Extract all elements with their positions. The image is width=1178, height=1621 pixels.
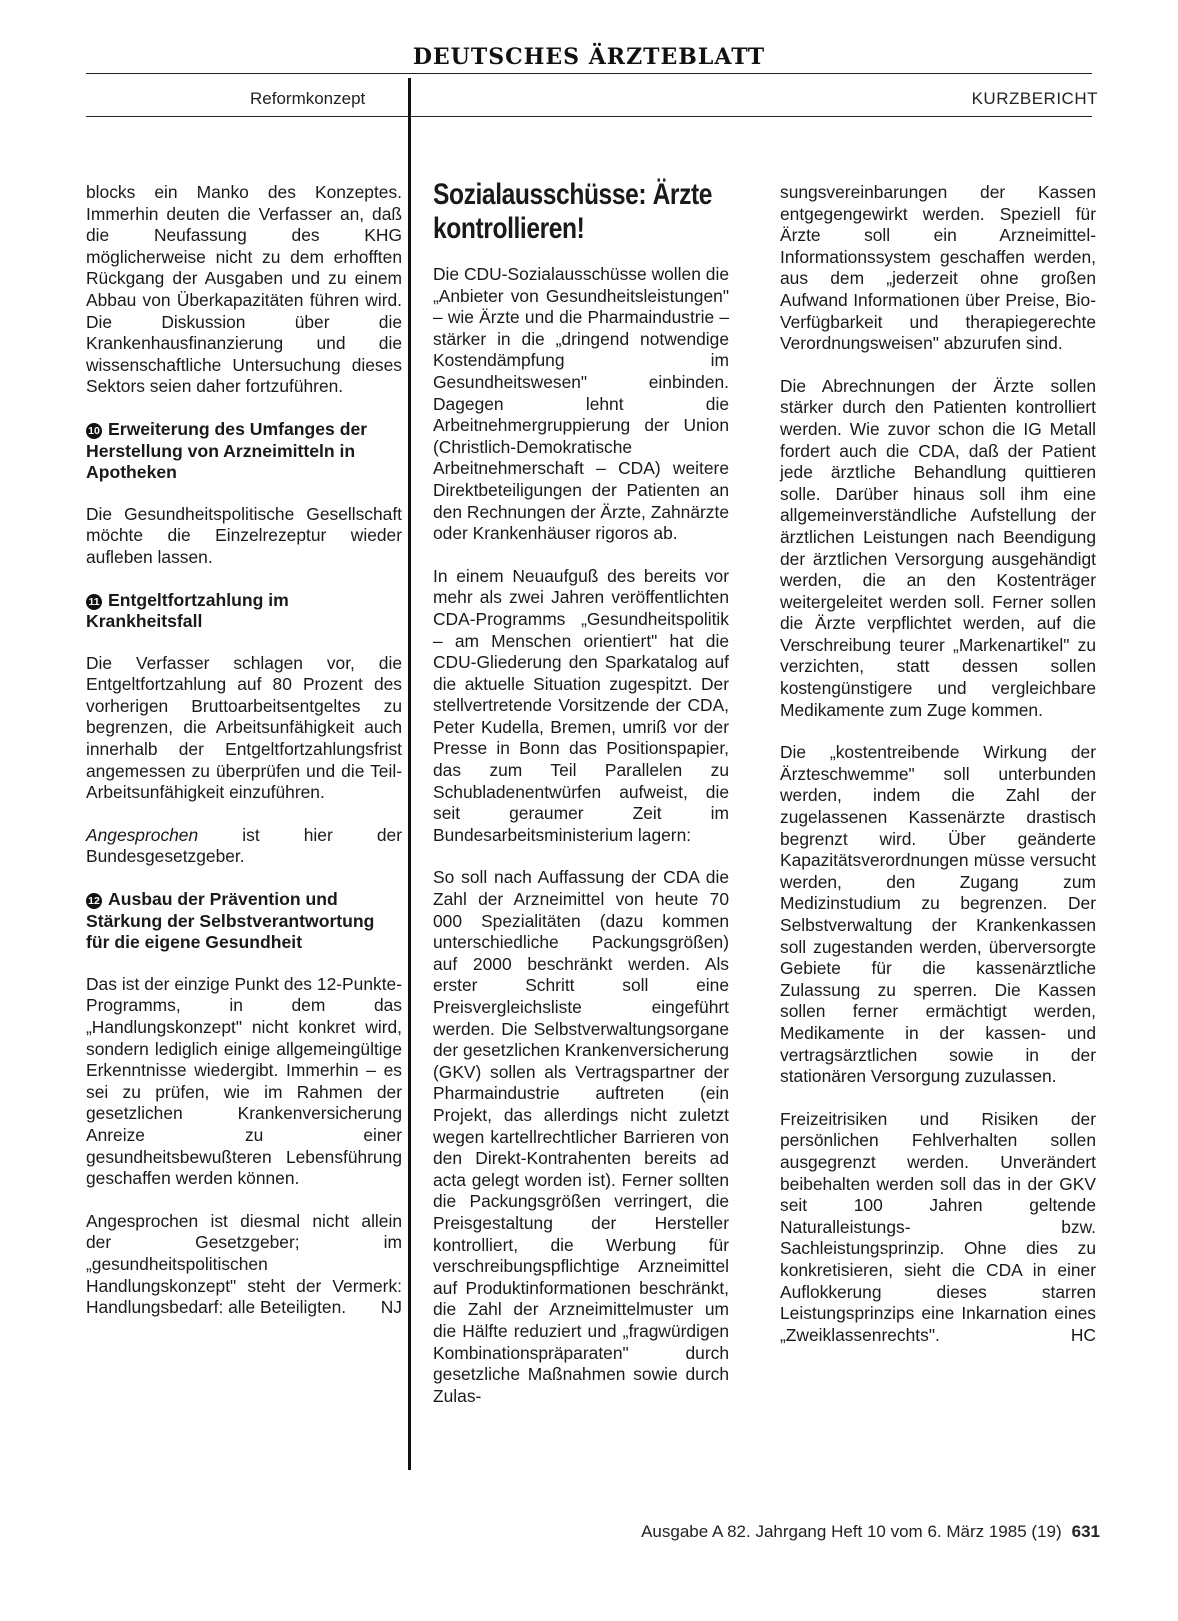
subheading-11	[86, 590, 402, 633]
emphasis: Angesprochen	[86, 824, 199, 845]
masthead: DEUTSCHES ÄRZTEBLATT	[412, 44, 766, 70]
column-left	[86, 182, 402, 1319]
paragraph	[780, 1109, 1096, 1347]
section-label-left: Reformkonzept	[250, 89, 366, 108]
number-badge-icon: 11	[86, 594, 102, 610]
paragraph-text: ist hier der Bundesgesetzgeber.	[86, 824, 402, 867]
author-signature: HC	[1070, 1324, 1096, 1345]
number-badge-icon: 12	[86, 893, 102, 909]
subheading-10	[86, 419, 402, 484]
page-footer	[641, 1522, 1100, 1542]
issue-info: Ausgabe A 82. Jahrgang Heft 10 vom 6. März 1985 (19)	[641, 1522, 1062, 1541]
section-label-right: KURZBERICHT	[971, 89, 1098, 108]
column-middle	[433, 178, 729, 1407]
subheading-text: Ausbau der Prävention und Stärkung der Selbstverantwortung für die eigene Gesundheit	[86, 889, 375, 953]
paragraph	[86, 1211, 402, 1319]
paragraph: Die Verfasser schlagen vor, die Entgeltfortzahlung auf 80 Prozent des vorherigen Bruttoarbeitsentgeltes zu begrenzen, die Arbeitsunfähigkeit auch innerhalb der Entgeltfortzahlungsfrist angemessen zu überprüfen und die Teil-Arbeitsunfähigkeit einzuführen.	[86, 652, 402, 803]
author-signature: NJ	[380, 1297, 402, 1318]
paragraph: Die Gesundheitspolitische Gesellschaft möchte die Einzelrezeptur wieder aufleben lassen.	[86, 503, 402, 567]
column-right	[780, 182, 1096, 1346]
subheading-12	[86, 889, 402, 954]
section-rule	[86, 116, 1092, 117]
paragraph: In einem Neuaufguß des bereits vor mehr als zwei Jahren veröffentlichten CDA-Programms „Gesundheitspolitik – am Menschen orientiert" hat die CDU-Gliederung den Sparkatalog auf die aktuelle Situation zugespitzt. Der stellvertretende Vorsitzende der CDA, Peter Kudella, Bremen, umriß vor der Presse in Bonn das Positionspapier, das zum Teil Parallelen zu Schubladenentwürfen aufweist, die seit geraumer Zeit im Bundesarbeitsministerium lagern:	[433, 565, 729, 845]
paragraph: Die „kostentreibende Wirkung der Ärzteschwemme" soll unterbunden werden, indem die Zahl der zugelassenen Kassenärzte drastisch begrenzt wird. Über geänderte Kapazitätsverordnungen müsse versucht werden, den Zugang zum Medizinstudium zu begrenzen. Der Selbstverwaltung der Krankenkassen soll zugestanden werden, überversorgte Gebiete für die kassenärztliche Zulassung zu sperren. Die Kassen sollen ferner ermächtigt werden, Medikamente in der kassen- und vertragsärztlichen sowie in der stationären Versorgung zuzulassen.	[780, 742, 1096, 1087]
subheading-text: Erweiterung des Umfanges der Herstellung von Arzneimitteln in Apotheken	[86, 418, 368, 483]
column-divider	[408, 78, 411, 1470]
paragraph: blocks ein Manko des Konzeptes. Immerhin deuten die Verfasser an, daß die Neufassung des KHG möglicherweise nicht zu dem erhofften Rückgang der Ausgaben und zu einem Abbau von Überkapazitäten führen wird. Die Diskussion über die Krankenhausfinanzierung und die wissenschaftliche Untersuchung dieses Sektors seien daher fortzuführen.	[86, 182, 402, 397]
masthead-rule	[86, 73, 1092, 74]
page-number: 631	[1071, 1522, 1100, 1541]
paragraph-text: Angesprochen ist diesmal nicht allein der Gesetzgeber; im „gesundheitspolitischen Handlungskonzept" steht der Vermerk: Handlungsbedarf: alle Beteiligten.	[86, 1210, 402, 1318]
paragraph-text: Freizeitrisiken und Risiken der persönlichen Fehlverhalten sollen ausgegrenzt werden. Unverändert beibehalten werden soll das in der GKV seit 100 Jahren geltende Naturalleistungs- bzw. Sachleistungsprinzip. Ohne dies zu konkretisieren, sieht die CDA in einer Auflokkerung dieses starren Leistungsprinzips eine Inkarnation eines „Zweiklassenrechts".	[780, 1108, 1096, 1345]
article-headline: Sozialausschüsse: Ärzte kontrollieren!	[433, 178, 713, 245]
paragraph: Das ist der einzige Punkt des 12-Punkte-Programms, in dem das „Handlungskonzept" nicht konkret wird, sondern lediglich einige allgemeingültige Erkenntnisse wiedergibt. Immerhin – es sei zu prüfen, wie im Rahmen der gesetzlichen Krankenversicherung Anreize zu einer gesundheitsbewußteren Lebensführung geschaffen werden können.	[86, 973, 402, 1189]
paragraph	[86, 825, 402, 868]
paragraph: sungsvereinbarungen der Kassen entgegengewirkt werden. Speziell für Ärzte soll ein Arzneimittel-Informationssystem geschaffen werden, aus dem „jederzeit ohne großen Aufwand Informationen über Preise, Bio-Verfügbarkeit und therapiegerechte Verordnungsweisen" abzurufen sind.	[780, 182, 1096, 354]
paragraph: Die CDU-Sozialausschüsse wollen die „Anbieter von Gesundheitsleistungen" – wie Ärzte und die Pharmaindustrie – stärker in die „dringend notwendige Kostendämpfung im Gesundheitswesen" einbinden. Dagegen lehnt die Arbeitnehmergruppierung der Union (Christlich-Demokratische Arbeitnehmerschaft – CDA) weitere Direktbeteiligungen der Patienten an den Rechnungen der Ärzte, Zahnärzte oder Krankenhäuser rigoros ab.	[433, 264, 729, 544]
subheading-text: Entgeltfortzahlung im Krankheitsfall	[86, 589, 289, 632]
number-badge-icon: 10	[86, 423, 102, 439]
paragraph: So soll nach Auffassung der CDA die Zahl der Arzneimittel von heute 70 000 Spezialitäten (dazu kommen unterschiedliche Packungsgrößen) auf 2000 beschränkt werden. Als erster Schritt soll eine Preisvergleichsliste eingeführt werden. Die Selbstverwaltungsorgane der gesetzlichen Krankenversicherung (GKV) sollen als Vertragspartner der Pharmaindustrie auftreten (ein Projekt, das allerdings nicht zuletzt wegen kartellrechtlicher Barrieren von den Direkt-Kontrahenten bereits ad acta gelegt worden ist). Ferner sollten die Packungsgrößen verringert, die Preisgestaltung der Hersteller kontrolliert, die Werbung für verschreibungspflichtige Arzneimittel auf Produktinformationen beschränkt, die Zahl der Arzneimittelmuster um die Hälfte reduziert und „fragwürdigen Kombinationspräparaten" durch gesetzliche Maßnahmen sowie durch Zulas-	[433, 867, 729, 1406]
paragraph: Die Abrechnungen der Ärzte sollen stärker durch den Patienten kontrolliert werden. Wie zuvor schon die IG Metall fordert auch die CDA, daß der Patient jede ärztliche Behandlung quittieren solle. Darüber hinaus soll ihm eine allgemeinverständliche Aufstellung der ärztlichen Leistungen nach Beendigung der ärztlichen Versorgung ausgehändigt werden, die an den Kostenträger weitergeleitet werden soll. Ferner sollen die Ärzte verpflichtet werden, auf die Verschreibung teurer „Markenartikel" zu verzichten, statt dessen sollen kostengünstigere und vergleichbare Medikamente zum Zuge kommen.	[780, 375, 1096, 720]
